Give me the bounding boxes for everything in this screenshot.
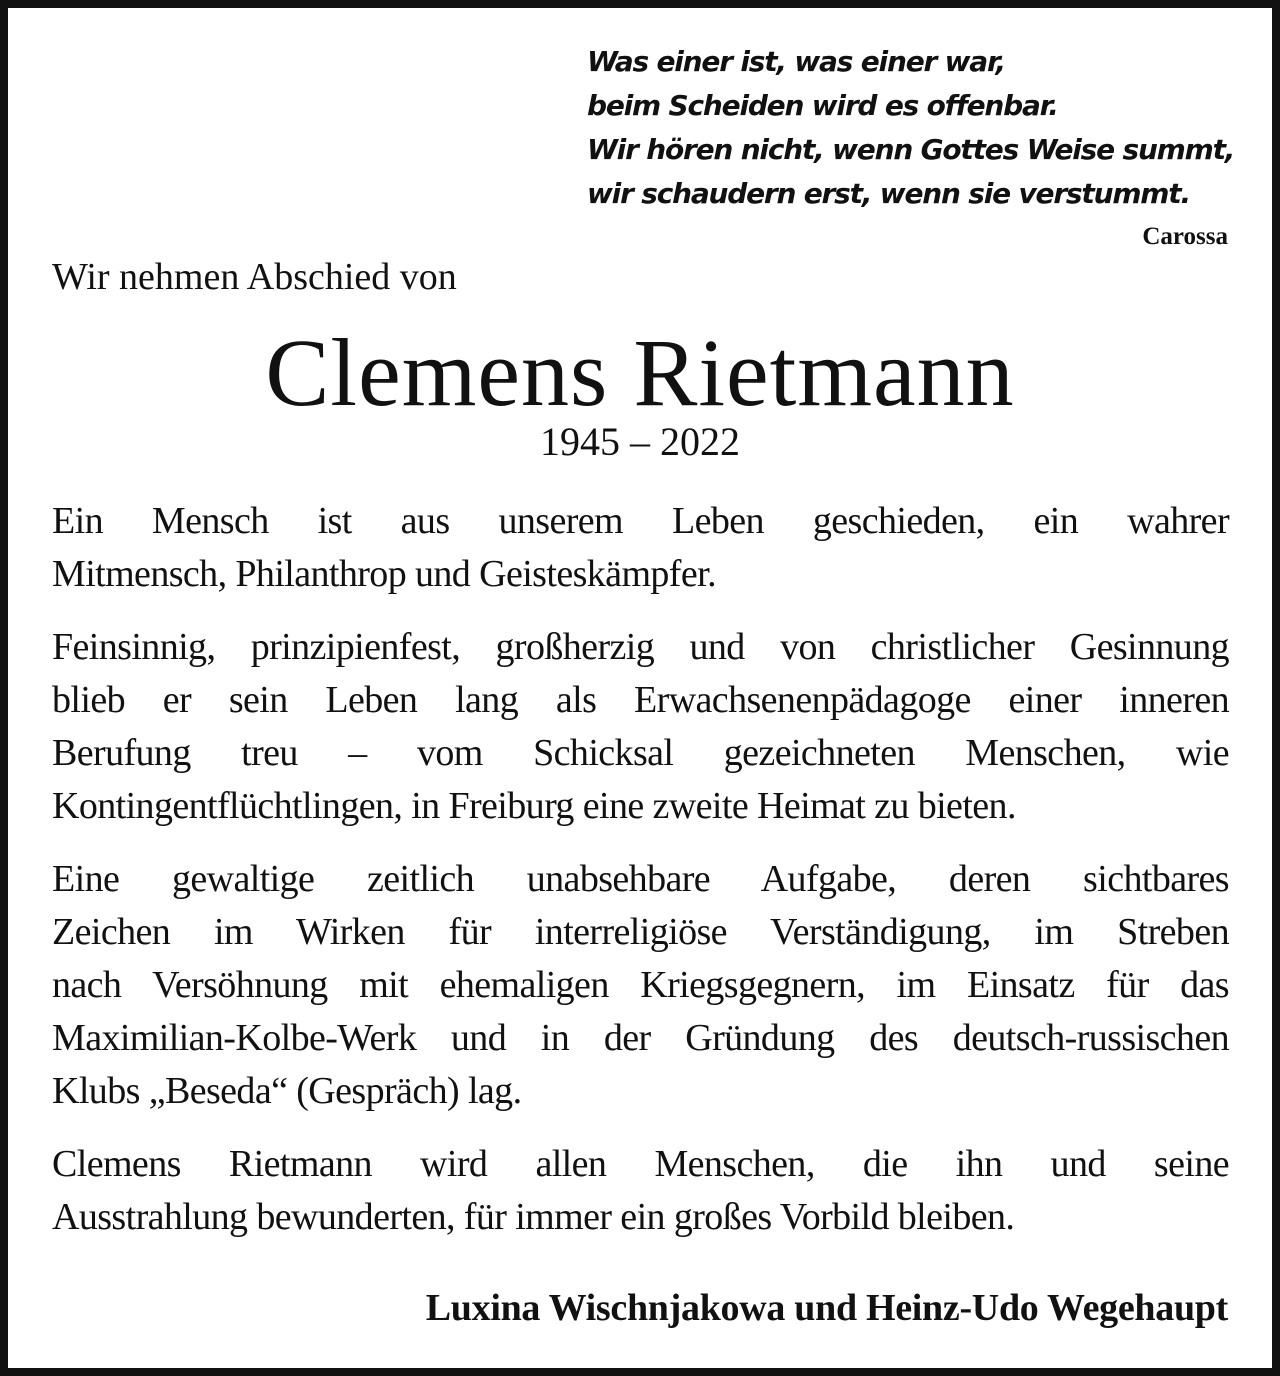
deceased-name: Clemens Rietmann	[265, 319, 1015, 426]
paragraph-line: Zeichen im Wirken für interreligiöse Verständigung, im Streben	[52, 911, 1229, 953]
paragraph-line: Mitmensch, Philanthrop und Geisteskämpfer.	[52, 553, 716, 595]
poem	[587, 40, 1237, 216]
paragraph-line: Ausstrahlung bewunderten, für immer ein großes Vorbild bleiben.	[52, 1196, 1015, 1238]
paragraph	[52, 495, 1229, 601]
paragraph-line: Feinsinnig, prinzipienfest, großherzig und von christlicher Gesinnung	[52, 626, 1229, 668]
paragraph-line: Clemens Rietmann wird allen Menschen, die ihn und seine	[52, 1143, 1229, 1185]
life-years: 1945 – 2022	[540, 419, 740, 464]
paragraph-line: nach Versöhnung mit ehemaligen Kriegsgegnern, im Einsatz für das	[52, 964, 1229, 1006]
poem-line: beim Scheiden wird es offenbar.	[587, 89, 1058, 122]
paragraph-line: blieb er sein Leben lang als Erwachsenenpädagoge einer inneren	[52, 679, 1229, 721]
paragraph-line: Maximilian-Kolbe-Werk und in der Gründung des deutsch-russischen	[52, 1017, 1229, 1059]
paragraph	[52, 1138, 1229, 1244]
paragraph-line: Ein Mensch ist aus unserem Leben geschieden, ein wahrer	[52, 500, 1229, 542]
paragraph	[52, 621, 1229, 833]
paragraph-line: Klubs „Beseda“ (Gespräch) lag.	[52, 1070, 522, 1112]
paragraph-line: Kontingentflüchtlingen, in Freiburg eine zweite Heimat zu bieten.	[52, 785, 1016, 827]
paragraph-line: Eine gewaltige zeitlich unabsehbare Aufgabe, deren sichtbares	[52, 858, 1229, 900]
paragraph-line: Berufung treu – vom Schicksal gezeichneten Menschen, wie	[52, 732, 1229, 774]
obituary-body	[52, 495, 1229, 1264]
poem-line: Was einer ist, was einer war,	[587, 45, 1005, 78]
poem-line: wir schaudern erst, wenn sie verstummt.	[587, 177, 1190, 210]
paragraph	[52, 853, 1229, 1118]
poem-line: Wir hören nicht, wenn Gottes Weise summt,	[587, 133, 1235, 166]
signature: Luxina Wischnjakowa und Heinz-Udo Wegehaupt	[425, 1287, 1228, 1329]
intro-text: Wir nehmen Abschied von	[52, 256, 457, 298]
poem-author: Carossa	[1142, 223, 1228, 250]
